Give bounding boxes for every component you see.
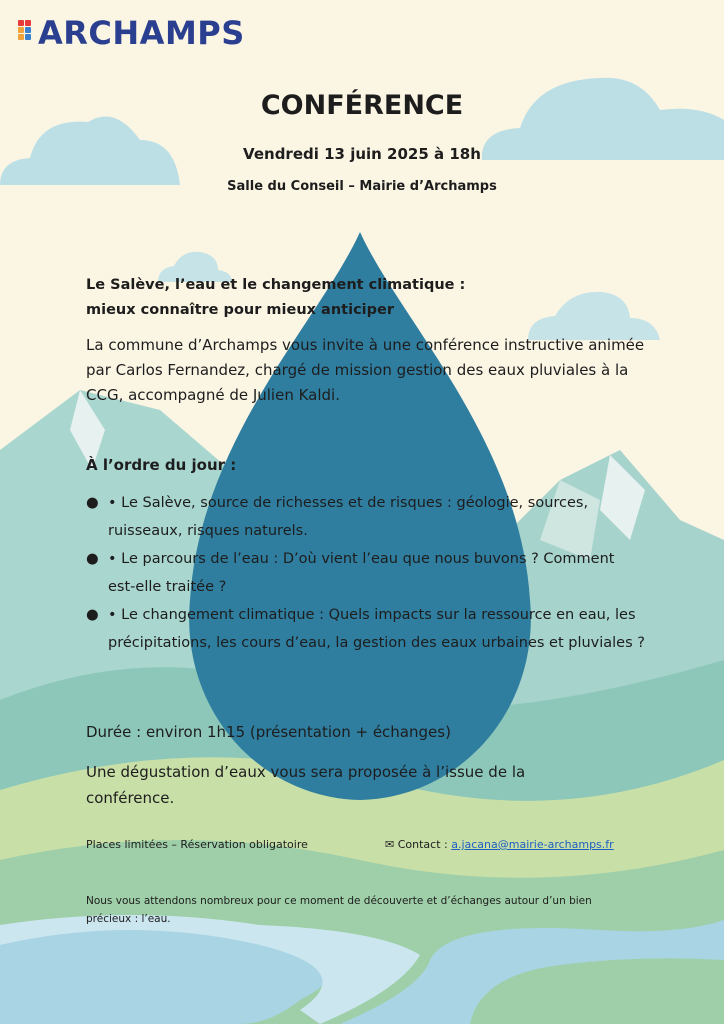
places-notice: Places limitées – Réservation obligatoire xyxy=(86,838,308,851)
contact-email-link[interactable]: a.jacana@mairie-archamps.fr xyxy=(451,838,614,851)
intro-paragraph: La commune d’Archamps vous invite à une conférence instructive animée par Carlos Fernandez, chargé de mission gestion des eaux pluviales à la CCG, accompagné de Julien Kaldi. xyxy=(86,336,645,404)
agenda-title: À l’ordre du jour : xyxy=(86,456,237,474)
subject-line-2: mieux connaître pour mieux anticiper xyxy=(86,302,394,318)
subject-line-1: Le Salève, l’eau et le changement climatique : xyxy=(86,277,466,293)
agenda-list xyxy=(86,490,646,658)
logo-text: ARCHAMPS xyxy=(38,14,245,52)
agenda-item-text: • Le parcours de l’eau : D’où vient l’eau que nous buvons ? Comment est-elle traitée ? xyxy=(108,551,615,595)
tasting-text: Une dégustation d’eaux vous sera proposée à l’issue de la conférence. xyxy=(86,763,526,807)
contact-label: Contact : xyxy=(397,838,448,851)
closing-text: Nous vous attendons nombreux pour ce moment de découverte et d’échanges autour d’un bien précieux : l’eau. xyxy=(86,895,592,925)
list-item xyxy=(86,602,646,657)
bullet-icon: ● xyxy=(86,495,99,511)
event-date: Vendredi 13 juin 2025 à 18h xyxy=(243,145,481,163)
envelope-icon: ✉ xyxy=(385,838,395,851)
list-item xyxy=(86,490,646,545)
duration-text: Durée : environ 1h15 (présentation + échanges) xyxy=(86,723,451,741)
bullet-icon: ● xyxy=(86,607,99,623)
conference-subject xyxy=(86,273,646,323)
event-venue: Salle du Conseil – Mairie d’Archamps xyxy=(227,179,497,194)
bullet-icon: ● xyxy=(86,551,99,567)
agenda-item-text: • Le Salève, source de richesses et de risques : géologie, sources, ruisseaux, risques naturels. xyxy=(108,495,589,539)
agenda-item-text: • Le changement climatique : Quels impacts sur la ressource en eau, les précipitations, les cours d’eau, la gestion des eaux urbaines et pluviales ? xyxy=(108,607,645,651)
page-title: CONFÉRENCE xyxy=(260,90,464,121)
contact-info xyxy=(385,838,614,851)
list-item xyxy=(86,546,646,601)
logo-mark-icon xyxy=(18,20,38,40)
